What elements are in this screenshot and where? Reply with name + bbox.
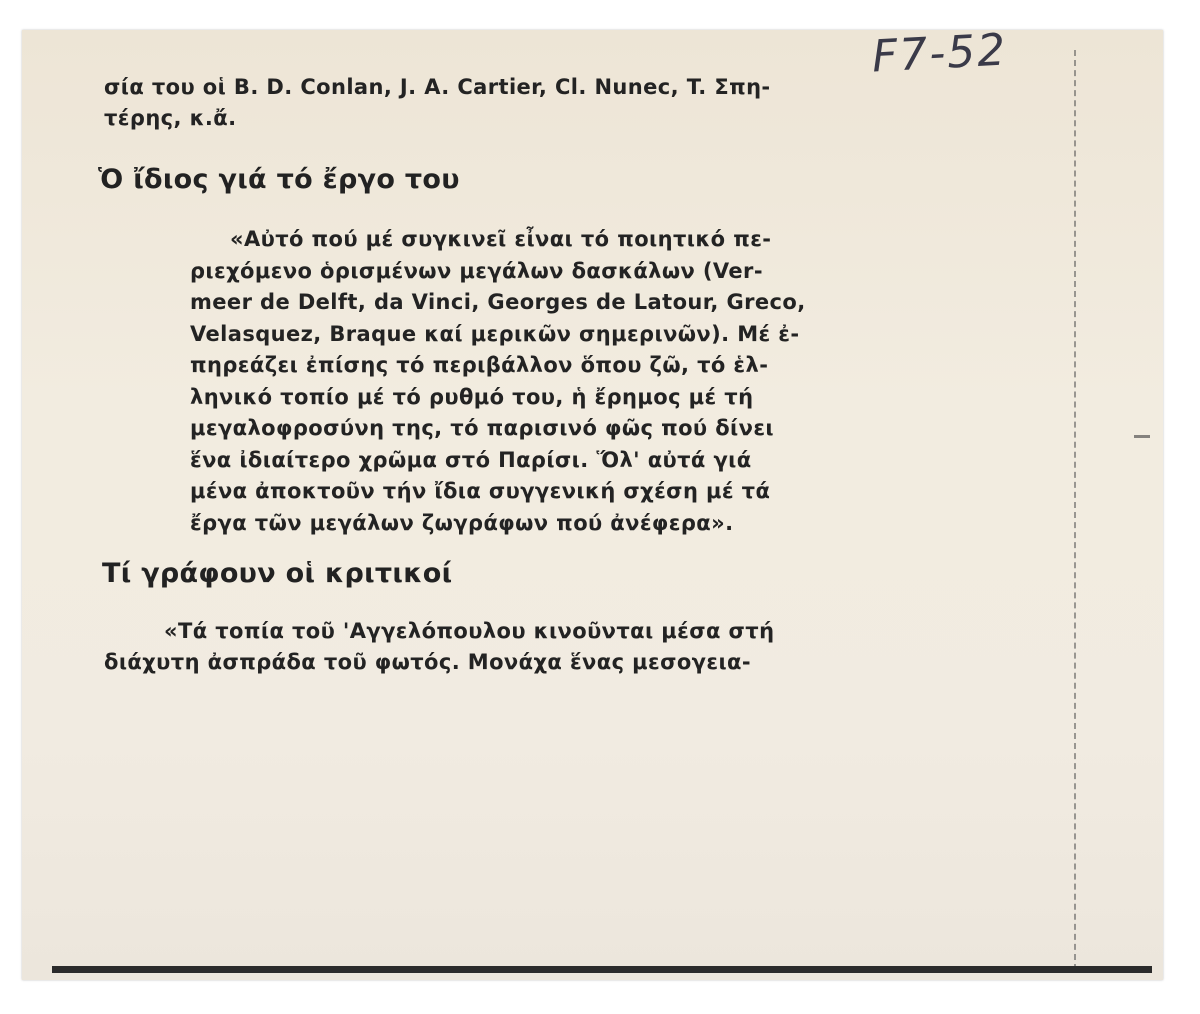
quote-line: ἕνα ἰδιαίτερο χρῶμα στό Παρίσι. Ὅλ' αὐτά γιά	[190, 447, 752, 472]
bottom-rule	[52, 966, 1152, 973]
fold-line	[1074, 50, 1076, 970]
quote-line: «Αὐτό πού μέ συγκινεῖ εἶναι τό ποιητικό πε-	[230, 227, 772, 251]
intro-line: σία του οἱ B. D. Conlan, J. A. Cartier, Cl. Nunec, T. Σπη-	[104, 75, 771, 99]
quote-line: μεγαλοφροσύνη της, τό παρισινό φῶς πού δίνει	[190, 416, 774, 440]
quote-line: ριεχόμενο ὁρισμένων μεγάλων δασκάλων (Ver-	[190, 258, 763, 283]
quote-line: πηρεάζει ἐπίσης τό περιβάλλον ὅπου ζῶ, τό ἑλ-	[190, 353, 769, 377]
handwritten-archive-code: F7-52	[870, 24, 1009, 83]
quote-line: ληνικό τοπίο μέ τό ρυθμό του, ἡ ἔρημος μέ τή	[190, 384, 754, 409]
quote-line: ἔργα τῶν μεγάλων ζωγράφων πού ἀνέφερα».	[190, 510, 734, 535]
quote-line: μένα ἀποκτοῦν τήν ἴδια συγγενική σχέση μέ τά	[190, 479, 771, 503]
fold-mark	[1134, 435, 1150, 438]
quote-line: Velasquez, Braque καί μερικῶν σημερινῶν). Μέ ἐ-	[190, 321, 800, 346]
intro-line: τέρης, κ.ἄ.	[104, 106, 237, 130]
section-heading-artist-on-work: Ὁ ἴδιος γιά τό ἔργο του	[98, 164, 460, 195]
quote-line: διάχυτη ἀσπράδα τοῦ φωτός. Μονάχα ἕνας μεσογεια-	[104, 650, 751, 674]
quote-line: «Τά τοπία τοῦ 'Αγγελόπουλου κινοῦνται μέσα στή	[164, 619, 775, 643]
critics-quote	[104, 616, 774, 678]
intro-paragraph	[104, 72, 771, 134]
quote-line: meer de Delft, da Vinci, Georges de Latour, Greco,	[190, 290, 806, 314]
artist-quote	[190, 224, 806, 539]
section-heading-critics: Τί γράφουν οἱ κριτικοί	[102, 558, 453, 589]
